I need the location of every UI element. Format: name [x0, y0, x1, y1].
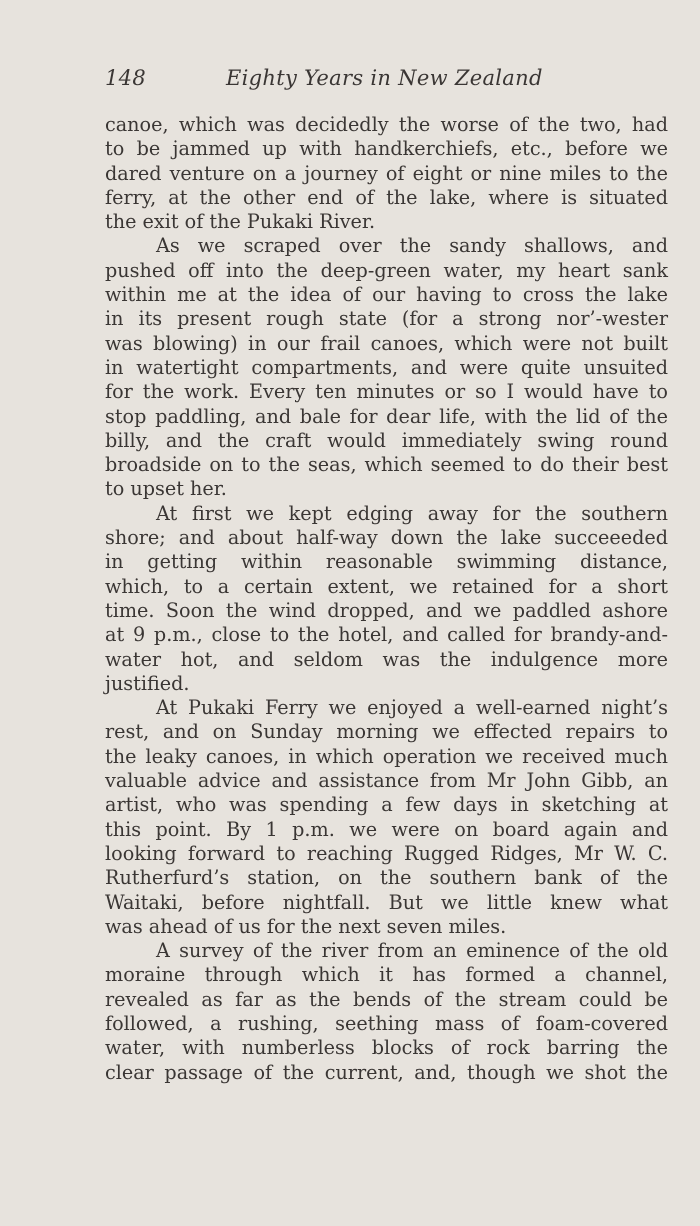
text-line: in its present rough state (for a strong nor’-wester	[105, 307, 668, 331]
text-line: within me at the idea of our having to cross the lake	[105, 283, 668, 307]
text-line: As we scraped over the sandy shallows, and	[156, 234, 668, 258]
text-line: this point. By 1 p.m. we were on board again and	[105, 817, 668, 841]
text-line: rest, and on Sunday morning we effected repairs to	[105, 720, 668, 744]
text-line: was blowing) in our frail canoes, which were not built	[105, 331, 668, 355]
text-line: water, with numberless blocks of rock barring the	[105, 1036, 668, 1060]
text-line: Waitaki, before nightfall. But we little knew what	[105, 890, 668, 914]
text-line: shore; and about half-way down the lake succeeeded	[105, 526, 668, 550]
text-line: At first we kept edging away for the southern	[156, 501, 668, 525]
page-number: 148	[105, 66, 146, 90]
text-line: was ahead of us for the next seven miles.	[105, 914, 507, 938]
text-line: moraine through which it has formed a channel,	[105, 963, 668, 987]
text-line: billy, and the craft would immediately swing round	[105, 428, 668, 452]
text-line: revealed as far as the bends of the stream could be	[105, 987, 668, 1011]
text-line: stop paddling, and bale for dear life, with the lid of the	[105, 404, 668, 428]
text-line: at 9 p.m., close to the hotel, and called for brandy-and-	[105, 623, 668, 647]
text-line: pushed off into the deep-green water, my heart sank	[105, 258, 668, 282]
text-line: the leaky canoes, in which operation we received much	[105, 744, 668, 768]
text-line: ferry, at the other end of the lake, where is situated	[105, 185, 668, 209]
text-line: to upset her.	[105, 477, 227, 501]
text-line: the exit of the Pukaki River.	[105, 210, 376, 234]
text-line: clear passage of the current, and, though we shot the	[105, 1060, 668, 1084]
text-line: water hot, and seldom was the indulgence more	[105, 647, 668, 671]
text-line: justified.	[105, 671, 190, 695]
text-line: Rutherfurd’s station, on the southern bank of the	[105, 866, 668, 890]
text-line: artist, who was spending a few days in sketching at	[105, 793, 668, 817]
text-line: broadside on to the seas, which seemed to do their best	[105, 453, 668, 477]
text-line: At Pukaki Ferry we enjoyed a well-earned night’s	[156, 696, 668, 720]
text-line: looking forward to reaching Rugged Ridges, Mr W. C.	[105, 841, 668, 865]
text-line: canoe, which was decidedly the worse of the two, had	[105, 113, 668, 136]
text-line: in getting within reasonable swimming distance,	[105, 550, 668, 574]
text-line: valuable advice and assistance from Mr John Gibb, an	[105, 769, 668, 793]
text-line: to be jammed up with handkerchiefs, etc., before we	[105, 137, 668, 161]
text-line: which, to a certain extent, we retained for a short	[105, 574, 668, 598]
text-line: for the work. Every ten minutes or so I would have to	[105, 380, 668, 404]
body-text	[105, 113, 668, 1085]
text-line: in watertight compartments, and were quite unsuited	[105, 355, 668, 379]
text-line: dared venture on a journey of eight or nine miles to the	[105, 161, 668, 185]
page-header	[105, 66, 670, 94]
text-line: A survey of the river from an eminence of the old	[156, 939, 668, 963]
text-line: time. Soon the wind dropped, and we paddled ashore	[105, 598, 668, 622]
running-title: Eighty Years in New Zealand	[226, 66, 543, 90]
text-line: followed, a rushing, seething mass of foam-covered	[105, 1011, 668, 1035]
